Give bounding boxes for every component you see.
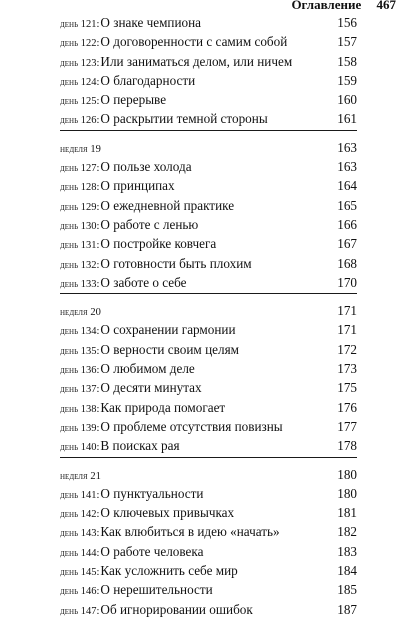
entry-page-number: 175 xyxy=(337,380,357,396)
day-label: день 131: xyxy=(60,240,100,252)
entry-title: О верности своим целям xyxy=(100,341,239,357)
week-page-number: 180 xyxy=(337,466,357,482)
entry-title: О работе с ленью xyxy=(100,216,199,232)
toc-entry[interactable] xyxy=(60,176,357,195)
day-label: день 146: xyxy=(60,586,100,598)
entry-title: О десяти минутах xyxy=(100,380,202,396)
entry-title: О перерыве xyxy=(100,92,167,108)
week-page-number: 163 xyxy=(337,139,357,155)
entry-page-number: 167 xyxy=(337,236,357,252)
entry-title: О благодарности xyxy=(100,72,196,88)
entry-title: О постройке ковчега xyxy=(100,236,217,252)
day-label: день 139: xyxy=(60,422,100,434)
toc-entry[interactable] xyxy=(60,32,357,51)
entry-title: О любимом деле xyxy=(100,361,195,377)
toc-entry[interactable] xyxy=(60,254,357,273)
toc-entry[interactable] xyxy=(60,522,357,541)
entry-page-number: 183 xyxy=(337,543,357,559)
toc-week-row[interactable] xyxy=(60,301,357,320)
day-label: день 126: xyxy=(60,115,100,127)
entry-page-number: 181 xyxy=(337,505,357,521)
toc-entry[interactable] xyxy=(60,561,357,580)
entry-page-number: 157 xyxy=(337,34,357,50)
entry-page-number: 176 xyxy=(337,399,357,415)
toc-entry[interactable] xyxy=(60,234,357,253)
day-label: день 147: xyxy=(60,605,100,617)
day-label: день 137: xyxy=(60,384,100,396)
entry-page-number: 164 xyxy=(337,178,357,194)
entry-title: О ключевых привычках xyxy=(100,505,235,521)
entry-page-number: 168 xyxy=(337,255,357,271)
day-label: день 121: xyxy=(60,19,100,30)
day-label: день 144: xyxy=(60,547,100,559)
day-label: день 140: xyxy=(60,442,100,454)
toc-entry[interactable] xyxy=(60,398,357,417)
day-label: день 128: xyxy=(60,182,100,194)
toc-entry[interactable] xyxy=(60,378,357,397)
entry-page-number: 185 xyxy=(337,582,357,598)
entry-title: О работе человека xyxy=(100,543,204,559)
entry-title: Как влюбиться в идею «начать» xyxy=(100,524,280,540)
running-header xyxy=(291,0,396,13)
header-page-number: 467 xyxy=(376,0,396,12)
week-label: неделя 20 xyxy=(60,307,101,319)
day-label: день 145: xyxy=(60,567,100,579)
toc-entry[interactable] xyxy=(60,273,357,292)
entry-title: О пользе холода xyxy=(100,159,192,175)
entry-title: О знаке чемпиона xyxy=(100,15,202,30)
entry-title: О принципах xyxy=(100,178,175,194)
entry-title: О нерешительности xyxy=(100,582,213,598)
entry-page-number: 166 xyxy=(337,216,357,232)
entry-page-number: 177 xyxy=(337,418,357,434)
toc-week-row[interactable] xyxy=(60,465,357,484)
entry-page-number: 187 xyxy=(337,601,357,617)
toc-entry[interactable] xyxy=(60,600,357,619)
week-label: неделя 21 xyxy=(60,470,101,482)
entry-page-number: 165 xyxy=(337,197,357,213)
entry-page-number: 182 xyxy=(337,524,357,540)
day-label: день 123: xyxy=(60,57,100,69)
section-divider xyxy=(60,457,357,458)
day-label: день 125: xyxy=(60,96,100,108)
entry-page-number: 172 xyxy=(337,341,357,357)
table-of-contents xyxy=(60,13,357,619)
toc-entry[interactable] xyxy=(60,90,357,109)
toc-entry[interactable] xyxy=(60,13,357,32)
section-divider xyxy=(60,130,357,131)
week-label: неделя 19 xyxy=(60,143,101,155)
day-label: день 134: xyxy=(60,326,100,338)
entry-title: О ежедневной практике xyxy=(100,197,235,213)
toc-entry[interactable] xyxy=(60,71,357,90)
day-label: день 136: xyxy=(60,365,100,377)
day-label: день 124: xyxy=(60,76,100,88)
entry-title: Или заниматься делом, или ничем xyxy=(100,53,293,69)
toc-entry[interactable] xyxy=(60,359,357,378)
day-label: день 122: xyxy=(60,38,100,50)
entry-title: О проблеме отсутствия повизны xyxy=(100,418,283,434)
day-label: день 141: xyxy=(60,489,100,501)
entry-page-number: 159 xyxy=(337,72,357,88)
toc-entry[interactable] xyxy=(60,109,357,128)
day-label: день 143: xyxy=(60,528,100,540)
entry-title: О готовности быть плохим xyxy=(100,255,252,271)
entry-title: В поисках рая xyxy=(100,438,180,454)
day-label: день 133: xyxy=(60,278,100,290)
toc-entry[interactable] xyxy=(60,215,357,234)
entry-page-number: 163 xyxy=(337,159,357,175)
entry-page-number: 158 xyxy=(337,53,357,69)
section-divider xyxy=(60,293,357,294)
entry-page-number: 178 xyxy=(337,438,357,454)
toc-week-row[interactable] xyxy=(60,138,357,157)
entry-page-number: 156 xyxy=(337,15,357,30)
toc-entry[interactable] xyxy=(60,436,357,455)
entry-title: О сохранении гармонии xyxy=(100,322,236,338)
day-label: день 132: xyxy=(60,259,100,271)
entry-page-number: 161 xyxy=(337,111,357,127)
entry-page-number: 170 xyxy=(337,274,357,290)
entry-page-number: 171 xyxy=(337,322,357,338)
toc-entry[interactable] xyxy=(60,580,357,599)
entry-title: Как усложнить себе мир xyxy=(100,563,238,579)
entry-title: О пунктуальности xyxy=(100,485,204,501)
toc-entry[interactable] xyxy=(60,52,357,71)
toc-entry[interactable] xyxy=(60,157,357,176)
entry-title: О договоренности с самим собой xyxy=(100,34,288,50)
entry-page-number: 184 xyxy=(337,563,357,579)
header-title: Оглавление xyxy=(291,0,362,12)
toc-entry[interactable] xyxy=(60,542,357,561)
entry-page-number: 180 xyxy=(337,485,357,501)
toc-entry[interactable] xyxy=(60,196,357,215)
toc-entry[interactable] xyxy=(60,503,357,522)
day-label: день 142: xyxy=(60,509,100,521)
entry-title: Об игнорировании ошибок xyxy=(100,601,253,617)
day-label: день 138: xyxy=(60,403,100,415)
entry-page-number: 160 xyxy=(337,92,357,108)
week-page-number: 171 xyxy=(337,303,357,319)
entry-page-number: 173 xyxy=(337,361,357,377)
day-label: день 129: xyxy=(60,201,100,213)
toc-entry[interactable] xyxy=(60,484,357,503)
entry-title: О заботе о себе xyxy=(100,274,187,290)
day-label: день 127: xyxy=(60,163,100,175)
entry-title: Как природа помогает xyxy=(100,399,226,415)
day-label: день 130: xyxy=(60,220,100,232)
toc-entry[interactable] xyxy=(60,320,357,339)
entry-title: О раскрытии темной стороны xyxy=(100,111,268,127)
toc-entry[interactable] xyxy=(60,340,357,359)
day-label: день 135: xyxy=(60,345,100,357)
